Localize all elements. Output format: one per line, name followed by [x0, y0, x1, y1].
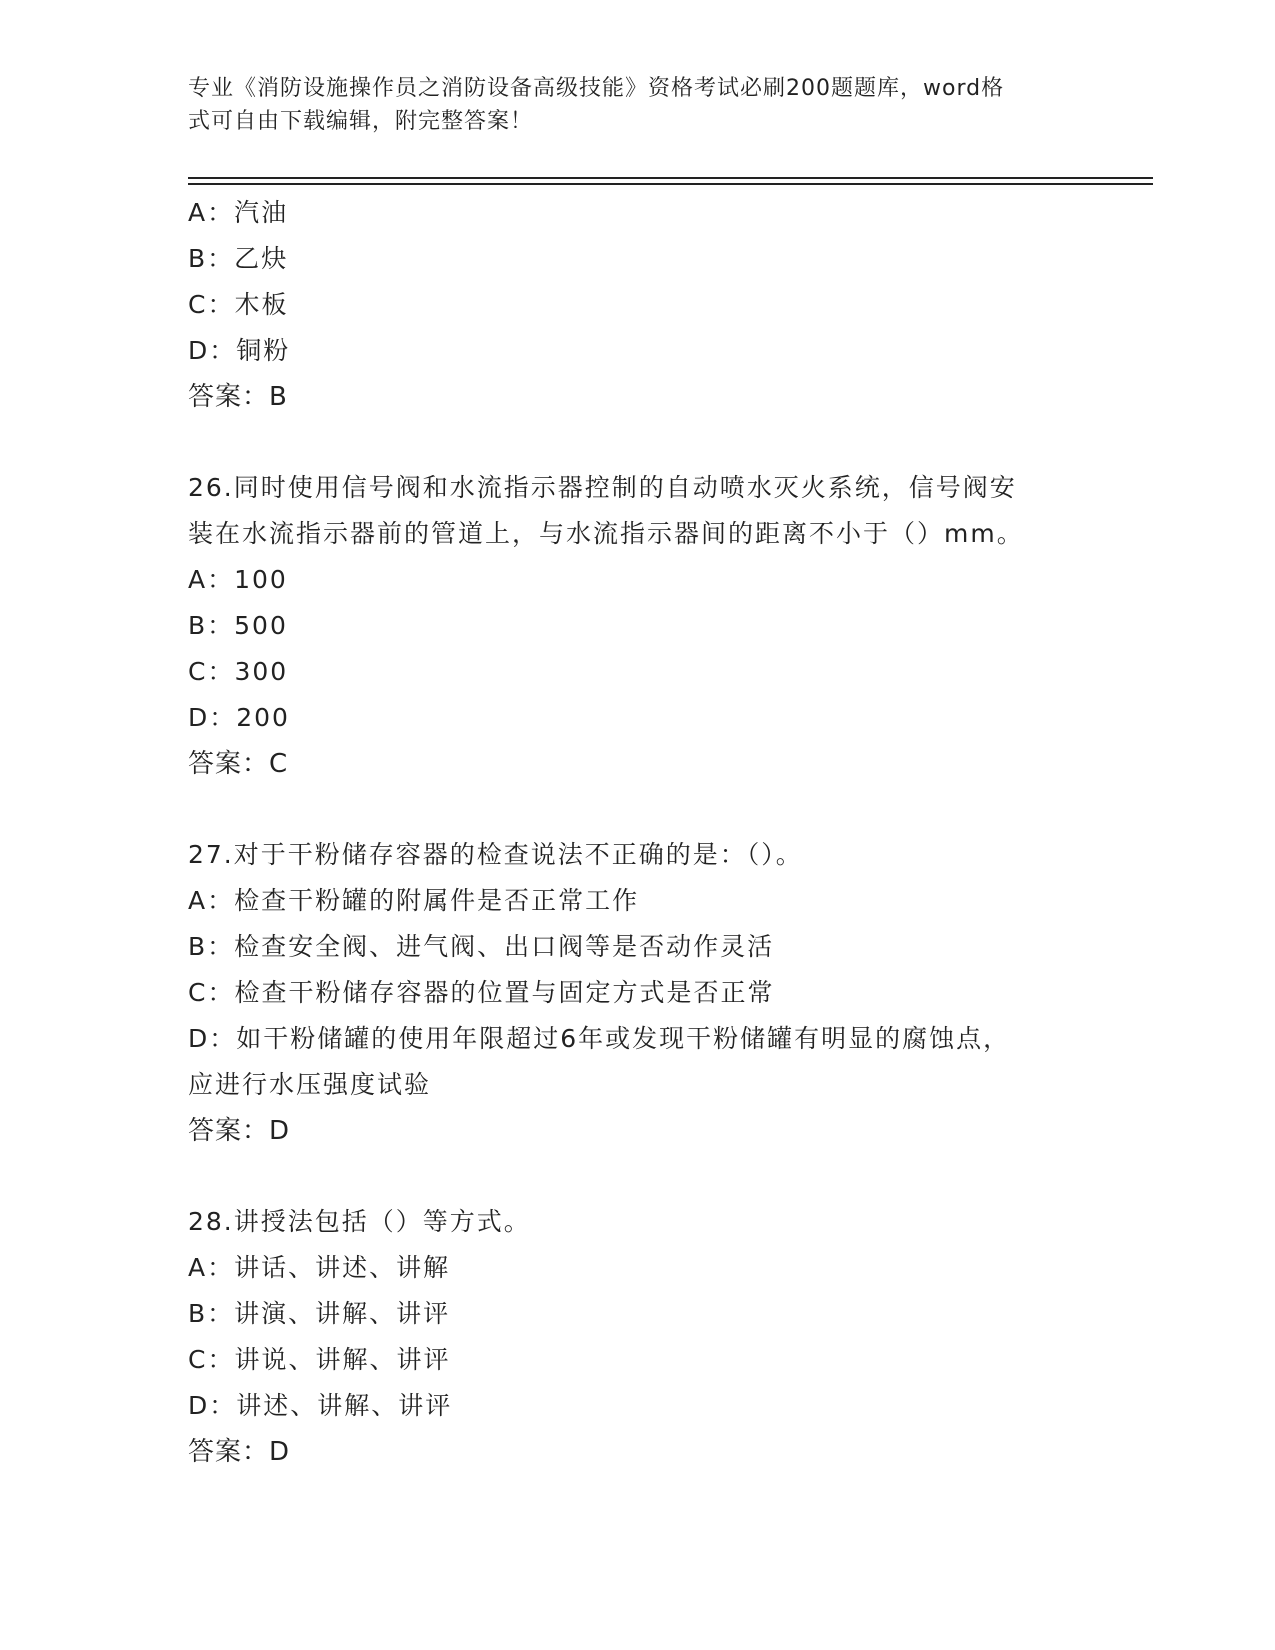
- option-d-continued: 应进行水压强度试验: [188, 1070, 432, 1099]
- question-28: [188, 1199, 1088, 1475]
- question-list: [188, 190, 1088, 1475]
- answer: 答案：C: [188, 749, 289, 779]
- question-stem: 装在水流指示器前的管道上，与水流指示器间的距离不小于（）mm。: [188, 519, 1024, 548]
- header-divider-bottom: [188, 183, 1153, 185]
- header-divider-top: [188, 177, 1153, 179]
- option-d: D：铜粉: [188, 336, 291, 365]
- option-c: C：300: [188, 657, 289, 686]
- document-header: [188, 72, 1068, 138]
- answer: 答案：D: [188, 1437, 291, 1467]
- option-b: B：500: [188, 611, 288, 640]
- option-d: D：如干粉储罐的使用年限超过6年或发现干粉储罐有明显的腐蚀点，: [188, 1024, 1011, 1053]
- option-a: A：汽油: [188, 198, 289, 227]
- header-line-2: 式可自由下载编辑，附完整答案！: [188, 109, 534, 134]
- option-a: A：检查干粉罐的附属件是否正常工作: [188, 886, 640, 915]
- option-b: B：讲演、讲解、讲评: [188, 1299, 451, 1328]
- option-a: A：100: [188, 565, 288, 594]
- option-d: D：讲述、讲解、讲评: [188, 1391, 453, 1420]
- option-c: C：检查干粉储存容器的位置与固定方式是否正常: [188, 978, 775, 1007]
- header-line-1: 专业《消防设施操作员之消防设备高级技能》资格考试必刷200题题库，word格: [188, 76, 1005, 101]
- spacer: [188, 787, 1088, 832]
- question-stem: 27.对于干粉储存容器的检查说法不正确的是：（）。: [188, 840, 803, 869]
- option-a: A：讲话、讲述、讲解: [188, 1253, 451, 1282]
- spacer: [188, 420, 1088, 465]
- question-27: [188, 832, 1088, 1154]
- question-stem: 28.讲授法包括（）等方式。: [188, 1207, 531, 1236]
- question-25: [188, 190, 1088, 420]
- option-b: B：乙炔: [188, 244, 289, 273]
- option-c: C：木板: [188, 290, 289, 319]
- spacer: [188, 1154, 1088, 1199]
- question-26: [188, 465, 1088, 787]
- option-d: D：200: [188, 703, 290, 732]
- option-b: B：检查安全阀、进气阀、出口阀等是否动作灵活: [188, 932, 775, 961]
- answer: 答案：D: [188, 1116, 291, 1146]
- answer: 答案：B: [188, 382, 288, 412]
- question-stem: 26.同时使用信号阀和水流指示器控制的自动喷水灭火系统，信号阀安: [188, 473, 1017, 502]
- option-c: C：讲说、讲解、讲评: [188, 1345, 451, 1374]
